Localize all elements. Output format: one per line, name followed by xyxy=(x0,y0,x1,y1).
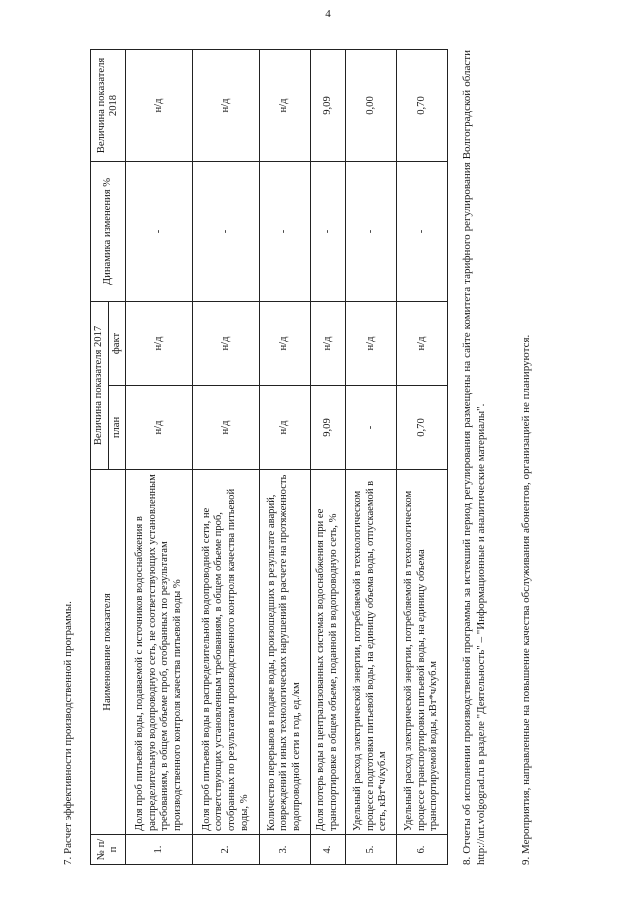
row-plan: н/д xyxy=(193,386,260,470)
row-plan: 0,70 xyxy=(397,386,448,470)
row-number: 2. xyxy=(193,835,260,865)
header-number: № п/п xyxy=(91,835,126,865)
row-value-2018: 0,00 xyxy=(346,50,397,162)
row-dynamics: - xyxy=(310,162,345,302)
row-dynamics: - xyxy=(126,162,193,302)
header-value-2017: Величина показателя 2017 xyxy=(91,302,109,470)
section-heading: 7. Расчет эффективности производственной программы. xyxy=(62,601,74,865)
table-row xyxy=(126,50,193,865)
row-number: 5. xyxy=(346,835,397,865)
row-fact: н/д xyxy=(259,302,310,386)
header-name: Наименование показателя xyxy=(91,470,126,835)
row-dynamics: - xyxy=(193,162,260,302)
row-name: Доля проб питьевой воды, подаваемой с источников водоснабжения в распределительную водопроводную сеть, не соответствующих установленным требованиям, в общем объеме проб, отобранных по результатам производственного контроля качества питьевой воды % xyxy=(126,470,193,835)
table-row xyxy=(259,50,310,865)
row-dynamics: - xyxy=(346,162,397,302)
row-fact: н/д xyxy=(397,302,448,386)
row-plan: 9,09 xyxy=(310,386,345,470)
row-value-2018: н/д xyxy=(193,50,260,162)
indicators-table xyxy=(90,49,448,865)
row-fact: н/д xyxy=(193,302,260,386)
row-plan: н/д xyxy=(259,386,310,470)
row-value-2018: 0,70 xyxy=(397,50,448,162)
row-number: 6. xyxy=(397,835,448,865)
row-number: 4. xyxy=(310,835,345,865)
page-number: 4 xyxy=(325,8,331,20)
note-reports: 8. Отчеты об исполнении производственной программы за истекший период регулирования размещены на сайте комитета тарифного регулирования Волгоградской области http://urt.volgograd.ru в разделе "Деятельность" – "Информационные и аналитические материалы". xyxy=(461,50,488,865)
rotated-page-content xyxy=(40,45,600,865)
row-name: Количество перерывов в подаче воды, произошедших в результате аварий, повреждений и иных технологических нарушений в расчете на протяженность водопроводной сети в год, ед./км xyxy=(259,470,310,835)
table-row xyxy=(397,50,448,865)
row-value-2018: 9,09 xyxy=(310,50,345,162)
row-dynamics: - xyxy=(397,162,448,302)
row-dynamics: - xyxy=(259,162,310,302)
row-plan: - xyxy=(346,386,397,470)
table-row xyxy=(310,50,345,865)
header-value-2018: Величина показателя 2018 xyxy=(91,50,126,162)
row-fact: н/д xyxy=(126,302,193,386)
row-name: Удельный расход электрической энергии, потребляемой в технологическом процессе подготовки питьевой воды, на единицу объема воды, отпускаемой в сеть, кВт*ч/куб.м xyxy=(346,470,397,835)
header-plan: план xyxy=(108,386,126,470)
note-measures: 9. Мероприятия, направленные на повышение качества обслуживания абонентов, организацией не планируются. xyxy=(520,334,532,865)
row-plan: н/д xyxy=(126,386,193,470)
table-header-row xyxy=(91,50,109,865)
row-number: 3. xyxy=(259,835,310,865)
row-fact: н/д xyxy=(310,302,345,386)
header-dynamics: Динамика изменения % xyxy=(91,162,126,302)
row-value-2018: н/д xyxy=(126,50,193,162)
row-name: Удельный расход электрической энергии, потребляемой в технологическом процессе транспортировки питьевой воды, на единицу объема транспортируемой воды, кВт*ч/куб.м xyxy=(397,470,448,835)
table-row xyxy=(346,50,397,865)
header-fact: факт xyxy=(108,302,126,386)
row-number: 1. xyxy=(126,835,193,865)
row-value-2018: н/д xyxy=(259,50,310,162)
row-fact: н/д xyxy=(346,302,397,386)
row-name: Доля потерь воды в централизованных системах водоснабжения при ее транспортировке в общем объеме, поданной в водопроводную сеть, % xyxy=(310,470,345,835)
table-row xyxy=(193,50,260,865)
row-name: Доля проб питьевой воды в распределительной водопроводной сети, не соответствующих установленным требованиям, в общем объеме проб, отобранных по результатам производственного контроля качества питьевой воды, % xyxy=(193,470,260,835)
